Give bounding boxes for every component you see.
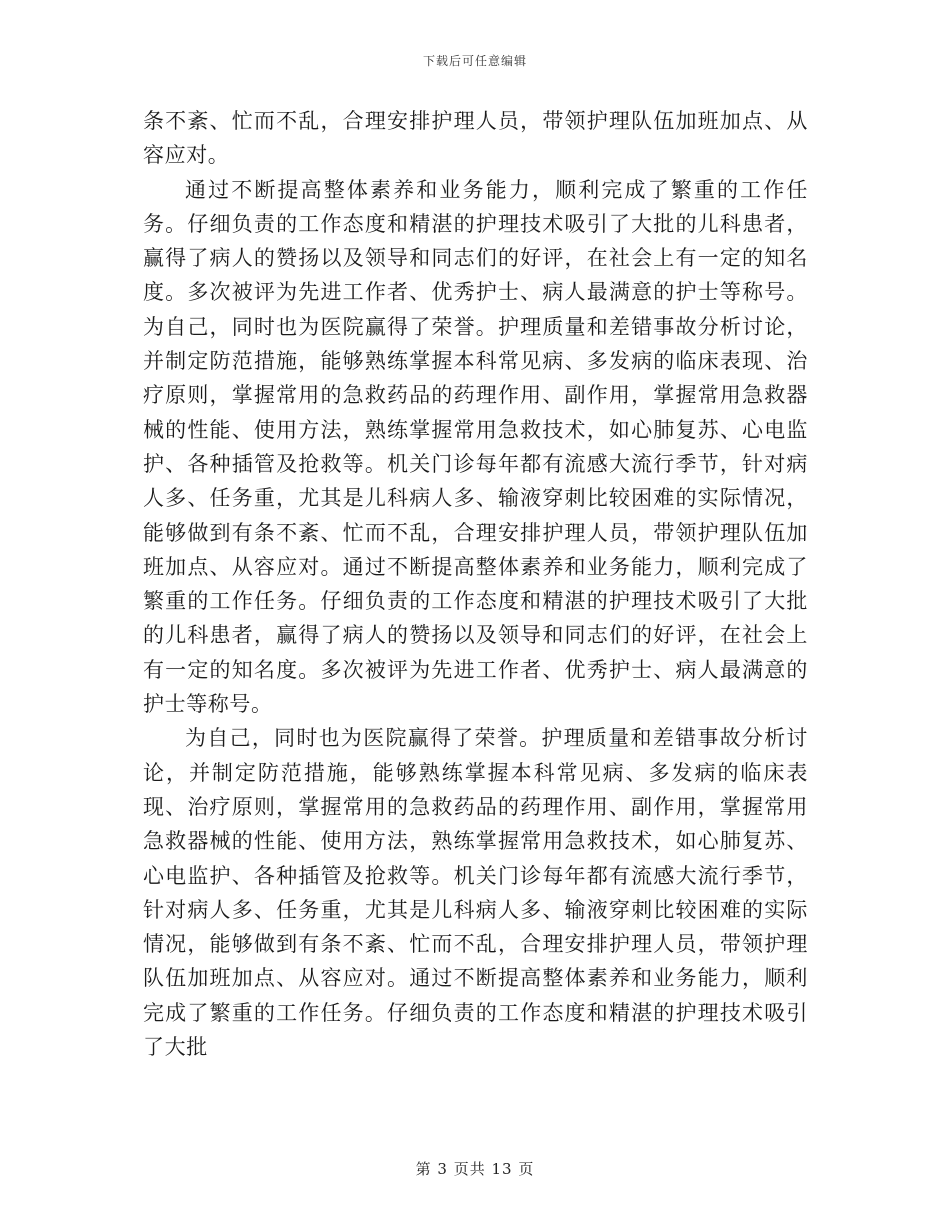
paragraph-3: 为自己，同时也为医院赢得了荣誉。护理质量和差错事故分析讨论，并制定防范措施，能够熟练掌握本科常见病、多发病的临床表现、治疗原则，掌握常用的急救药品的药理作用、副作用，掌握常用急救器械的性能、使用方法，熟练掌握常用急救技术，如心肺复苏、心电监护、各种插管及抢救等。机关门诊每年都有流感大流行季节，针对病人多、任务重，尤其是儿科病人多、输液穿刺比较困难的实际情况，能够做到有条不紊、忙而不乱，合理安排护理人员，带领护理队伍加班加点、从容应对。通过不断提高整体素养和业务能力，顺利完成了繁重的工作任务。仔细负责的工作态度和精湛的护理技术吸引了大批	[143, 726, 808, 1060]
paragraph-2: 通过不断提高整体素养和业务能力，顺利完成了繁重的工作任务。仔细负责的工作态度和精湛的护理技术吸引了大批的儿科患者，赢得了病人的赞扬以及领导和同志们的好评，在社会上有一定的知名度。多次被评为先进工作者、优秀护士、病人最满意的护士等称号。为自己，同时也为医院赢得了荣誉。护理质量和差错事故分析讨论，并制定防范措施，能够熟练掌握本科常见病、多发病的临床表现、治疗原则，掌握常用的急救药品的药理作用、副作用，掌握常用急救器械的性能、使用方法，熟练掌握常用急救技术，如心肺复苏、心电监护、各种插管及抢救等。机关门诊每年都有流感大流行季节，针对病人多、任务重，尤其是儿科病人多、输液穿刺比较困难的实际情况，能够做到有条不紊、忙而不乱，合理安排护理人员，带领护理队伍加班加点、从容应对。通过不断提高整体素养和业务能力，顺利完成了繁重的工作任务。仔细负责的工作态度和精湛的护理技术吸引了大批的儿科患者，赢得了病人的赞扬以及领导和同志们的好评，在社会上有一定的知名度。多次被评为先进工作者、优秀护士、病人最满意的护士等称号。	[143, 177, 808, 717]
paragraph-continuation: 条不紊、忙而不乱，合理安排护理人员，带领护理队伍加班加点、从容应对。	[143, 109, 808, 168]
page-number: 第 3 页共 13 页	[415, 1160, 535, 1178]
document-body	[143, 104, 808, 1064]
page-header: 下载后可任意编辑	[422, 54, 527, 68]
